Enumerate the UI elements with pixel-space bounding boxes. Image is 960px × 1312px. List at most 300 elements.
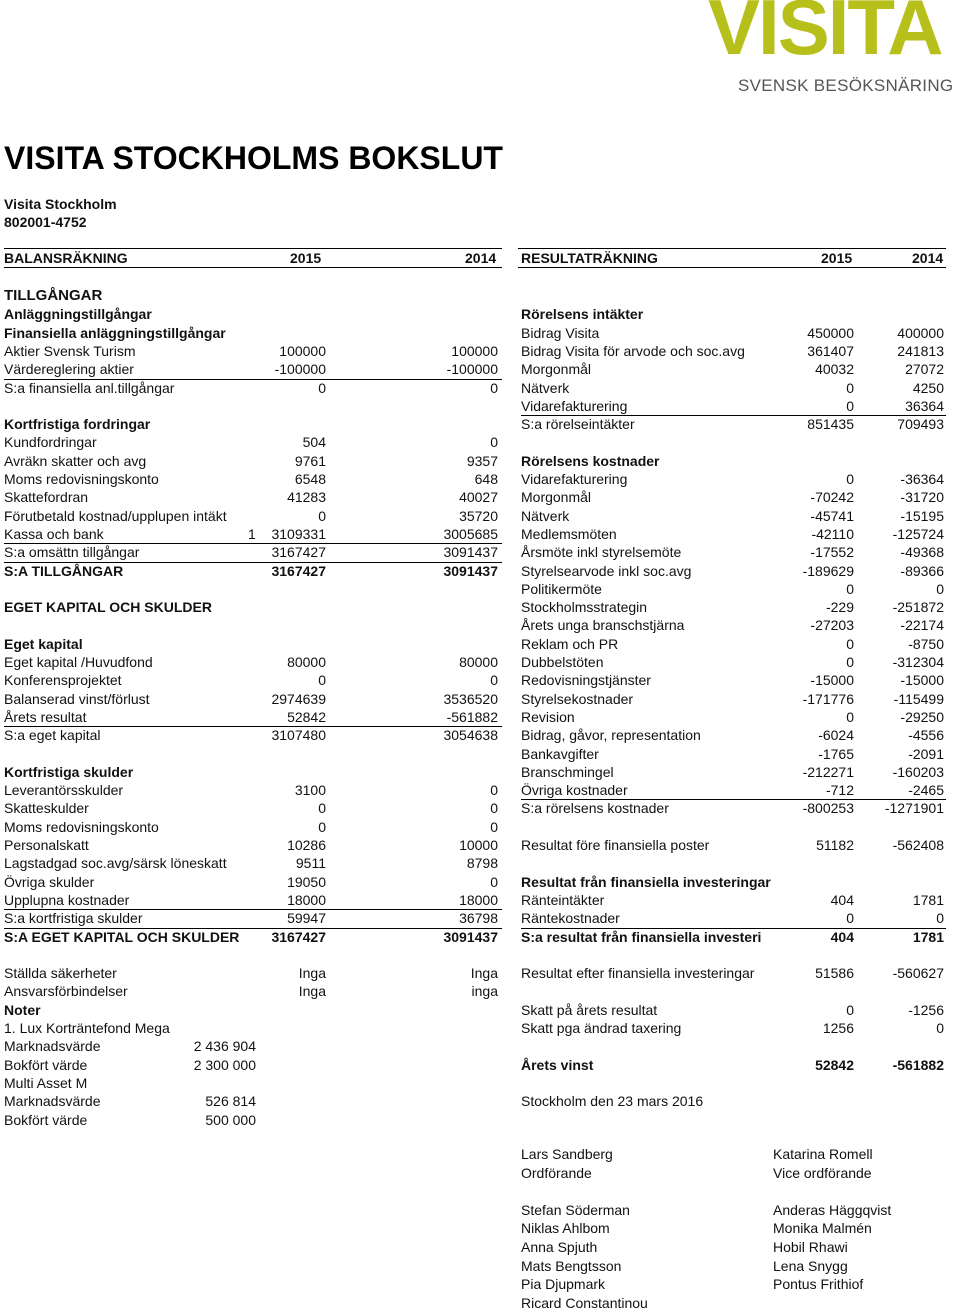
resultat-row-label: Styrelsekostnader xyxy=(521,690,634,707)
balans-row-label: 1. Lux Korträntefond Mega xyxy=(4,1020,170,1036)
resultat-row-label: Vidarefakturering xyxy=(521,397,628,414)
resultat-row-value-v1: -45741 xyxy=(810,507,854,524)
balans-row-value-v1: 19050 xyxy=(287,873,326,890)
balans-row-label: Värdereglering aktier xyxy=(4,361,134,378)
resultat-row xyxy=(521,360,946,378)
balans-row-value-v2: 100000 xyxy=(451,342,498,359)
resultat-row-label: Bankavgifter xyxy=(521,745,599,762)
resultat-row xyxy=(521,433,946,451)
balans-row xyxy=(4,379,502,397)
resultat-row-value-v2: -89366 xyxy=(900,562,944,579)
balans-year-1: 2015 xyxy=(290,250,322,266)
balans-row xyxy=(4,397,502,415)
balans-row-value-v2: -100000 xyxy=(446,361,498,378)
resultat-row xyxy=(521,708,946,726)
signature-name: Lars Sandberg xyxy=(521,1146,613,1162)
balans-row-value-v1: 3167427 xyxy=(271,562,326,579)
balans-table xyxy=(4,287,502,1137)
resultat-row xyxy=(521,671,946,689)
resultat-row xyxy=(521,726,946,744)
resultat-row-value-v1: 0 xyxy=(846,708,854,725)
resultat-row-value-v1: 0 xyxy=(846,910,854,927)
balans-row xyxy=(4,1037,502,1055)
balans-row-value-v2: 3536520 xyxy=(443,690,498,707)
resultat-year-2: 2014 xyxy=(912,250,944,266)
resultat-row-value-v2: -29250 xyxy=(900,708,944,725)
resultat-row-label: Årsmöte inkl styrelsemöte xyxy=(521,544,682,561)
balans-row-label: S:A EGET KAPITAL OCH SKULDER xyxy=(4,928,240,945)
balans-row-value-v2: 80000 xyxy=(459,654,498,670)
signature-name: Pontus Frithiof xyxy=(773,1276,864,1293)
balans-row-value-v1: 0 xyxy=(318,507,326,524)
resultat-row xyxy=(521,415,946,433)
balans-row-label: Marknadsvärde xyxy=(4,1038,101,1055)
logo-tagline: SVENSK BESÖKSNÄRING xyxy=(738,76,954,95)
resultat-row xyxy=(521,653,946,671)
balans-row xyxy=(4,818,502,836)
balans-row-value-v3: 526 814 xyxy=(205,1093,256,1110)
balans-row-label: Kundfordringar xyxy=(4,434,97,451)
balans-year-2: 2014 xyxy=(465,250,497,266)
resultat-row xyxy=(521,397,946,415)
resultat-header xyxy=(521,250,946,268)
resultat-row xyxy=(521,1037,946,1055)
balans-row-label: Förutbetald kostnad/upplupen intäkt xyxy=(4,507,227,524)
resultat-row-value-v2: 36364 xyxy=(905,397,944,414)
balans-row-value-v1: 80000 xyxy=(287,654,326,670)
signature-name: Katarina Romell xyxy=(773,1146,873,1162)
resultat-row-label: Morgonmål xyxy=(521,489,592,506)
page-title: VISITA STOCKHOLMS BOKSLUT xyxy=(4,140,503,176)
balans-row-value-v1: 3107480 xyxy=(271,727,326,744)
balans-row-value-v1: 3167427 xyxy=(271,928,326,945)
balans-row-value-v2: 10000 xyxy=(459,837,498,853)
signature-name xyxy=(521,1182,761,1201)
balans-row-value-v2: 0 xyxy=(490,672,498,689)
balans-row xyxy=(4,671,502,689)
visita-logo xyxy=(708,2,958,94)
balans-row xyxy=(4,507,502,525)
balans-row-value-v1: 41283 xyxy=(287,489,326,506)
resultat-row xyxy=(521,964,946,982)
resultat-row xyxy=(521,982,946,1000)
balans-row-value-v1: 3167427 xyxy=(271,544,326,561)
resultat-row xyxy=(521,745,946,763)
balans-row-value-v3: 500 000 xyxy=(205,1111,256,1128)
balans-header xyxy=(4,250,502,268)
balans-row-label: Bokfört värde xyxy=(4,1111,88,1128)
resultat-row-label: Dubbelstöten xyxy=(521,654,604,670)
resultat-row-value-v2: 27072 xyxy=(905,361,944,378)
balans-row-value-v2: 0 xyxy=(490,434,498,451)
signature-name: Stefan Söderman xyxy=(521,1201,630,1218)
balans-row-label: Kortfristiga skulder xyxy=(4,763,134,780)
resultat-row-label: S:a rörelseintäkter xyxy=(521,416,635,433)
balans-row-value-v2: 0 xyxy=(490,800,498,817)
balans-row-label: Moms redovisningskonto xyxy=(4,818,159,835)
balans-row xyxy=(4,1092,502,1110)
balans-row xyxy=(4,690,502,708)
balans-row xyxy=(4,287,502,305)
resultat-row-value-v2: -49368 xyxy=(900,544,944,561)
balans-row xyxy=(4,799,502,817)
resultat-row-label: Nätverk xyxy=(521,507,570,524)
resultat-row xyxy=(521,287,946,305)
balans-row xyxy=(4,928,502,946)
resultat-year-1: 2015 xyxy=(821,250,853,266)
balans-row-value-v2: 648 xyxy=(474,471,498,487)
balans-row-value-v1: Inga xyxy=(298,983,326,1000)
balans-row xyxy=(4,1074,502,1092)
resultat-row-value-v1: -189629 xyxy=(802,562,854,579)
balans-row-value-v2: 9357 xyxy=(466,452,498,469)
resultat-row-value-v2: -562408 xyxy=(892,837,944,853)
balans-row-note: 1 xyxy=(248,525,256,542)
resultat-row xyxy=(521,562,946,580)
resultat-row-value-v1: 404 xyxy=(830,928,854,945)
resultat-row-label: Nätverk xyxy=(521,379,570,396)
balans-row-label: S:a eget kapital xyxy=(4,727,101,744)
balans-row-label: Skattefordran xyxy=(4,489,89,506)
signature-name: Niklas Ahlbom xyxy=(521,1220,610,1237)
balans-row-value-v1: 10286 xyxy=(287,837,326,853)
resultat-row-value-v1: 52842 xyxy=(815,1056,854,1073)
resultat-row-value-v1: 361407 xyxy=(807,342,854,359)
balans-row-value-v1: Inga xyxy=(298,965,326,982)
balans-row xyxy=(4,1111,502,1129)
resultat-row-label: Resultat från finansiella investeringar xyxy=(521,873,771,890)
resultat-row-value-v2: 400000 xyxy=(897,324,944,341)
resultat-row xyxy=(521,1056,946,1074)
balans-row xyxy=(4,873,502,891)
balans-row-value-v2: 18000 xyxy=(459,891,498,908)
resultat-row-value-v2: 1781 xyxy=(912,928,944,945)
balans-row-value-v1: 59947 xyxy=(287,910,326,927)
resultat-row-value-v1: 0 xyxy=(846,580,854,597)
resultat-row xyxy=(521,1092,946,1110)
balans-row-value-v2: 3005685 xyxy=(443,525,498,542)
balans-row-value-v2: 3091437 xyxy=(443,562,498,579)
balans-row xyxy=(4,653,502,671)
resultat-row-value-v1: -712 xyxy=(825,782,854,799)
balans-row xyxy=(4,598,502,616)
resultat-row-value-v1: 1256 xyxy=(822,1020,854,1036)
balans-row-value-v2: 8798 xyxy=(466,855,498,872)
resultat-row xyxy=(521,781,946,799)
resultat-row-label: Ränteintäkter xyxy=(521,891,605,908)
balans-row-value-v2: inga xyxy=(471,983,498,1000)
balans-row-label: Balanserad vinst/förlust xyxy=(4,690,150,707)
balans-top-rule xyxy=(4,248,502,249)
balans-row xyxy=(4,781,502,799)
balans-row xyxy=(4,342,502,360)
balans-row-value-v1: 9511 xyxy=(295,855,326,872)
balans-row-value-v1: 3100 xyxy=(294,782,326,799)
signature-name: Pia Djupmark xyxy=(521,1276,606,1293)
resultat-row-value-v1: 0 xyxy=(846,471,854,487)
resultat-row-label: Resultat efter finansiella investeringar xyxy=(521,965,755,982)
resultat-row-label: Räntekostnader xyxy=(521,910,620,927)
balans-row xyxy=(4,763,502,781)
logo-wordmark: VISITA xyxy=(708,0,942,71)
resultat-header-rule xyxy=(518,267,946,268)
resultat-top-rule xyxy=(518,248,946,249)
balans-heading: BALANSRÄKNING xyxy=(4,250,128,266)
resultat-row-value-v2: -15000 xyxy=(900,672,944,689)
balans-row-value-v1: 2974639 xyxy=(271,690,326,707)
balans-row xyxy=(4,543,502,561)
resultat-row-value-v1: 51586 xyxy=(815,965,854,982)
balans-row-value-v2: 0 xyxy=(490,818,498,835)
resultat-row-label: Morgonmål xyxy=(521,361,592,378)
resultat-row xyxy=(521,525,946,543)
resultat-row xyxy=(521,818,946,836)
resultat-row-value-v2: -560627 xyxy=(892,965,944,982)
resultat-row-value-v1: 0 xyxy=(846,1001,854,1018)
resultat-row-value-v2: 4250 xyxy=(912,379,944,396)
resultat-row xyxy=(521,488,946,506)
resultat-row-label: Revision xyxy=(521,708,575,725)
resultat-row xyxy=(521,909,946,927)
resultat-row-value-v2: 241813 xyxy=(897,342,944,359)
signature-name: Anderas Häggqvist xyxy=(773,1201,892,1218)
balans-row-label: Anläggningstillgångar xyxy=(4,306,152,323)
resultat-row-label: Resultat före finansiella poster xyxy=(521,837,710,853)
resultat-row-value-v2: -1271901 xyxy=(884,800,944,817)
signature-name: Monika Malmén xyxy=(773,1220,872,1237)
balans-row-value-v3: 2 436 904 xyxy=(193,1038,256,1055)
balans-row-value-v2: 0 xyxy=(490,379,498,396)
signatures-left xyxy=(521,1145,761,1312)
balans-row xyxy=(4,635,502,653)
balans-row xyxy=(4,1001,502,1019)
balans-row-value-v1: 0 xyxy=(318,379,326,396)
balans-row-label: Bokfört värde xyxy=(4,1056,88,1073)
balans-row xyxy=(4,488,502,506)
balans-row-label: Avräkn skatter och avg xyxy=(4,452,147,469)
signature-name xyxy=(773,1182,953,1201)
resultat-row-value-v2: 0 xyxy=(936,580,944,597)
resultat-row xyxy=(521,1074,946,1092)
resultat-row-label: Branschmingel xyxy=(521,763,614,780)
resultat-row xyxy=(521,452,946,470)
resultat-row-value-v2: -31720 xyxy=(900,489,944,506)
balans-row xyxy=(4,1056,502,1074)
balans-row xyxy=(4,324,502,342)
resultat-row xyxy=(521,854,946,872)
balans-row-value-v2: 35720 xyxy=(459,507,498,524)
balans-row-label: Personalskatt xyxy=(4,837,89,853)
resultat-row-value-v2: -115499 xyxy=(893,690,944,707)
balans-row-value-v1: 9761 xyxy=(294,452,326,469)
resultat-row-value-v2: 709493 xyxy=(897,416,944,433)
balans-row-value-v1: 3109331 xyxy=(271,525,326,542)
resultat-row xyxy=(521,690,946,708)
balans-row-value-v2: 36798 xyxy=(459,910,498,927)
resultat-row-value-v2: -1256 xyxy=(908,1001,944,1018)
resultat-row-value-v1: 0 xyxy=(846,379,854,396)
resultat-row-value-v1: -17552 xyxy=(810,544,854,561)
resultat-row xyxy=(521,946,946,964)
resultat-row xyxy=(521,580,946,598)
balans-row-label: Eget kapital /Huvudfond xyxy=(4,654,153,670)
balans-row-label: EGET KAPITAL OCH SKULDER xyxy=(4,599,212,616)
balans-header-rule xyxy=(4,267,502,268)
signature-name: Ricard Constantinou xyxy=(521,1294,648,1311)
signature-name: Vice ordförande xyxy=(773,1164,872,1181)
resultat-row-label: Rörelsens kostnader xyxy=(521,452,660,469)
resultat-row-label: Rörelsens intäkter xyxy=(521,306,644,323)
resultat-row-label: Bidrag Visita xyxy=(521,324,600,341)
balans-row-value-v2: 3054638 xyxy=(443,727,498,744)
resultat-row-value-v1: -42110 xyxy=(811,525,854,542)
resultat-row-value-v1: 0 xyxy=(846,397,854,414)
balans-row-label: Finansiella anläggningstillgångar xyxy=(4,324,226,341)
resultat-row-value-v2: -4556 xyxy=(908,727,944,744)
balans-row xyxy=(4,433,502,451)
resultat-row-value-v2: 0 xyxy=(936,910,944,927)
resultat-row-value-v1: -800253 xyxy=(802,800,854,817)
balans-row-label: Moms redovisningskonto xyxy=(4,471,159,487)
resultat-row-value-v1: -70242 xyxy=(810,489,854,506)
balans-row-value-v3: 2 300 000 xyxy=(193,1056,256,1073)
resultat-row xyxy=(521,507,946,525)
resultat-row-value-v2: -2465 xyxy=(908,782,944,799)
resultat-row-value-v1: 450000 xyxy=(807,324,854,341)
resultat-row-value-v2: -36364 xyxy=(900,471,944,487)
balans-row xyxy=(4,708,502,726)
balans-row-label: Årets resultat xyxy=(4,708,87,725)
balans-row xyxy=(4,415,502,433)
balans-row-label: Övriga skulder xyxy=(4,873,95,890)
resultat-row-label: Medlemsmöten xyxy=(521,525,617,542)
resultat-row-value-v2: -125724 xyxy=(892,525,944,542)
resultat-row-value-v2: -2091 xyxy=(908,745,944,762)
balans-row xyxy=(4,1019,502,1037)
balans-row-label: Lagstadgad soc.avg/särsk löneskatt xyxy=(4,855,227,872)
resultat-table xyxy=(521,287,946,1137)
balans-row xyxy=(4,360,502,378)
resultat-row-value-v2: -22174 xyxy=(900,617,944,634)
signature-name: Hobil Rhawi xyxy=(773,1238,848,1255)
balans-row-value-v2: 0 xyxy=(490,873,498,890)
signatures-right xyxy=(773,1145,953,1294)
balans-row-label: Kortfristiga fordringar xyxy=(4,416,151,433)
balans-row-label: Eget kapital xyxy=(4,635,83,652)
balans-row-label: Ansvarsförbindelser xyxy=(4,983,128,1000)
balans-row-value-v1: 52842 xyxy=(287,708,326,725)
resultat-row-value-v2: -8750 xyxy=(908,635,944,652)
balans-row xyxy=(4,525,502,543)
resultat-row xyxy=(521,379,946,397)
signature-name: Ordförande xyxy=(521,1164,592,1181)
resultat-row xyxy=(521,891,946,909)
resultat-row-value-v2: -15195 xyxy=(900,507,944,524)
resultat-row-label: Politikermöte xyxy=(521,580,602,597)
resultat-row-label: Övriga kostnader xyxy=(521,782,628,799)
resultat-heading: RESULTATRÄKNING xyxy=(521,250,658,266)
balans-row-value-v2: 3091437 xyxy=(443,928,498,945)
resultat-row xyxy=(521,763,946,781)
balans-row-value-v1: 100000 xyxy=(279,342,326,359)
balans-row-value-v1: 18000 xyxy=(287,891,326,908)
balans-row-value-v2: Inga xyxy=(470,965,498,982)
balans-row-value-v1: 0 xyxy=(318,672,326,689)
resultat-row xyxy=(521,799,946,817)
resultat-row-label: Bidrag Visita för arvode och soc.avg xyxy=(521,342,745,359)
balans-row-label: Ställda säkerheter xyxy=(4,965,117,982)
resultat-row xyxy=(521,616,946,634)
resultat-row xyxy=(521,635,946,653)
resultat-row-value-v1: 51182 xyxy=(816,837,854,853)
resultat-row xyxy=(521,873,946,891)
signature-name: Anna Spjuth xyxy=(521,1238,598,1255)
balans-row xyxy=(4,946,502,964)
resultat-row-label: Skatt pga ändrad taxering xyxy=(521,1020,682,1036)
balans-row-label: Skatteskulder xyxy=(4,800,89,817)
balans-row-label: S:A TILLGÅNGAR xyxy=(4,562,124,579)
balans-row-value-v2: 40027 xyxy=(459,489,498,506)
balans-row-label: Upplupna kostnader xyxy=(4,891,130,908)
resultat-row-value-v1: 40032 xyxy=(815,361,854,378)
balans-row-label: S:a omsättn tillgångar xyxy=(4,544,140,561)
balans-row-label: Kassa och bank xyxy=(4,525,104,542)
resultat-row-value-v1: 0 xyxy=(846,654,854,670)
balans-row-label: Noter xyxy=(4,1001,41,1018)
balans-row-label: Multi Asset M xyxy=(4,1074,88,1091)
balans-row-label: S:a finansiella anl.tillgångar xyxy=(4,379,175,396)
resultat-row-label: S:a resultat från finansiella investeri xyxy=(521,928,762,945)
balans-row-value-v1: -100000 xyxy=(274,361,326,378)
resultat-row-label: Vidarefakturering xyxy=(521,471,628,487)
resultat-row-value-v1: -1765 xyxy=(818,745,854,762)
resultat-row xyxy=(521,324,946,342)
resultat-row-value-v2: -251872 xyxy=(892,599,944,616)
resultat-row-label: Styrelsearvode inkl soc.avg xyxy=(521,562,692,579)
balans-row xyxy=(4,964,502,982)
balans-row xyxy=(4,616,502,634)
resultat-row-value-v1: -15000 xyxy=(810,672,854,689)
org-name: Visita Stockholm xyxy=(4,196,117,212)
resultat-row xyxy=(521,1001,946,1019)
resultat-row-label: Stockholmsstrategin xyxy=(521,599,648,616)
balans-row-label: TILLGÅNGAR xyxy=(4,287,103,304)
resultat-row xyxy=(521,1019,946,1037)
balans-row-value-v1: 0 xyxy=(318,800,326,817)
balans-row-label: Marknadsvärde xyxy=(4,1093,101,1110)
balans-row xyxy=(4,470,502,488)
resultat-row-label: Reklam och PR xyxy=(521,635,619,652)
balans-row-value-v2: -561882 xyxy=(446,708,498,725)
resultat-row xyxy=(521,928,946,946)
resultat-row xyxy=(521,543,946,561)
resultat-row-value-v1: 851435 xyxy=(807,416,854,433)
balans-row-value-v2: 3091437 xyxy=(443,544,498,561)
balans-row xyxy=(4,982,502,1000)
resultat-row-value-v2: -160203 xyxy=(892,763,944,780)
resultat-row-value-v1: 404 xyxy=(830,891,854,908)
resultat-row xyxy=(521,470,946,488)
balans-row xyxy=(4,745,502,763)
resultat-row-value-v2: 0 xyxy=(936,1020,944,1036)
balans-row-value-v1: 0 xyxy=(318,818,326,835)
balans-row-label: Aktier Svensk Turism xyxy=(4,342,136,359)
resultat-row-value-v1: -212271 xyxy=(802,763,854,780)
balans-row xyxy=(4,891,502,909)
org-number: 802001-4752 xyxy=(4,214,87,230)
balans-row-label: S:a kortfristiga skulder xyxy=(4,910,143,927)
resultat-row-value-v2: -312304 xyxy=(892,654,944,670)
